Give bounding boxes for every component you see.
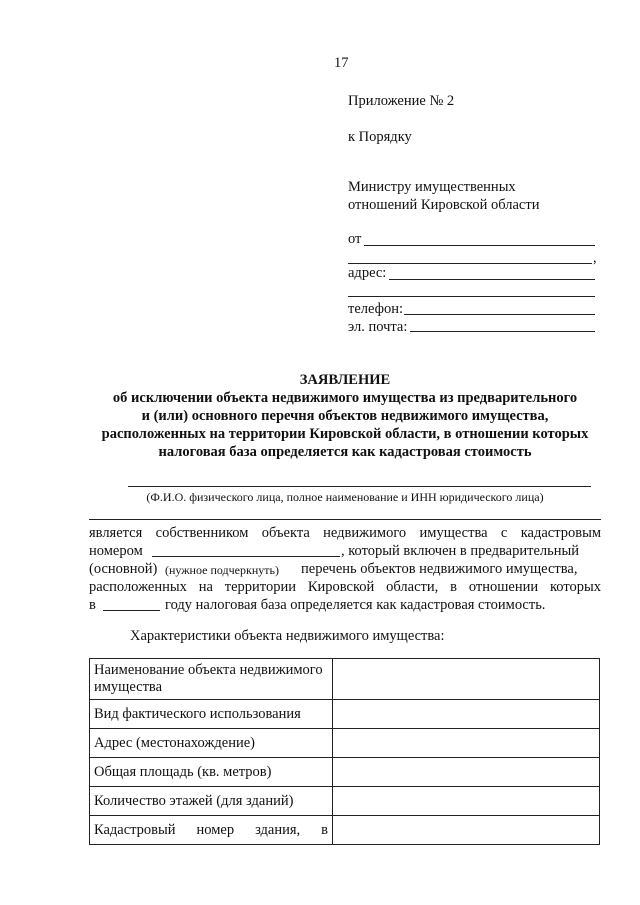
- body-line-4: расположенных на территории Кировской области, в отношении которых: [89, 579, 601, 595]
- phone-field-line[interactable]: [404, 314, 595, 315]
- applicant-field-line[interactable]: [128, 486, 591, 487]
- address-label: адрес:: [348, 265, 387, 281]
- title-subline-1: об исключении объекта недвижимого имущества из предварительного: [112, 390, 578, 406]
- appendix-label: Приложение № 2: [348, 93, 455, 109]
- row-value-cell[interactable]: [333, 758, 600, 787]
- cadastral-number-field-line[interactable]: [152, 556, 340, 557]
- row-value-cell[interactable]: [333, 816, 600, 845]
- to-order-label: к Порядку: [348, 129, 412, 145]
- row-value-cell[interactable]: [333, 700, 600, 729]
- body-line-3-end: перечень объектов недвижимого имущества,: [301, 561, 578, 577]
- row-label: Наименование объекта недвижимого имущества: [90, 659, 333, 700]
- row-label: Вид фактического использования: [90, 700, 333, 729]
- title-subline-3: расположенных на территории Кировской области, в отношении которых: [101, 426, 589, 442]
- underline-hint: (нужное подчеркнуть): [165, 563, 279, 577]
- table-row: [90, 729, 600, 758]
- table-row: [90, 816, 600, 845]
- applicant-caption: (Ф.И.О. физического лица, полное наименование и ИНН юридического лица): [146, 490, 544, 504]
- from-label: от: [348, 231, 362, 247]
- row-label: Кадастровый номер здания, в: [90, 816, 333, 845]
- year-field-line[interactable]: [103, 610, 160, 611]
- title-subline-2: и (или) основного перечня объектов недвижимого имущества,: [141, 408, 549, 424]
- email-field-line[interactable]: [410, 331, 595, 332]
- email-label: эл. почта:: [348, 319, 408, 335]
- table-row: [90, 700, 600, 729]
- addressee-line-1: Министру имущественных: [348, 179, 516, 195]
- row-label: Количество этажей (для зданий): [90, 787, 333, 816]
- row-label: Общая площадь (кв. метров): [90, 758, 333, 787]
- phone-label: телефон:: [348, 301, 404, 317]
- applicant-field-line-2[interactable]: [89, 519, 601, 520]
- addressee-line-2: отношений Кировской области: [348, 197, 540, 213]
- body-line-2-end: , который включен в предварительный: [341, 543, 579, 559]
- address-field-line-2[interactable]: [348, 296, 595, 297]
- comma-mark: ,: [593, 250, 597, 266]
- title-subline-4: налоговая база определяется как кадастровая стоимость: [158, 444, 532, 460]
- body-line-5-end: году налоговая база определяется как кадастровая стоимость.: [165, 597, 546, 613]
- table-row: [90, 787, 600, 816]
- body-line-2-start: номером: [89, 543, 143, 559]
- body-line-3-start: (основной): [89, 561, 158, 577]
- page-number: 17: [334, 55, 349, 71]
- from-field-line[interactable]: [364, 245, 595, 246]
- body-line-1: является собственником объекта недвижимого имущества с кадастровым: [89, 525, 601, 541]
- row-value-cell[interactable]: [333, 787, 600, 816]
- document-title: ЗАЯВЛЕНИЕ: [299, 372, 391, 388]
- body-line-5-start: в: [89, 597, 96, 613]
- row-label: Адрес (местонахождение): [90, 729, 333, 758]
- address-field-line[interactable]: [389, 279, 595, 280]
- table-row: [90, 659, 600, 700]
- row-value-cell[interactable]: [333, 659, 600, 700]
- characteristics-heading: Характеристики объекта недвижимого имущества:: [130, 628, 445, 644]
- row-value-cell[interactable]: [333, 729, 600, 758]
- table-row: [90, 758, 600, 787]
- characteristics-table: [89, 658, 600, 845]
